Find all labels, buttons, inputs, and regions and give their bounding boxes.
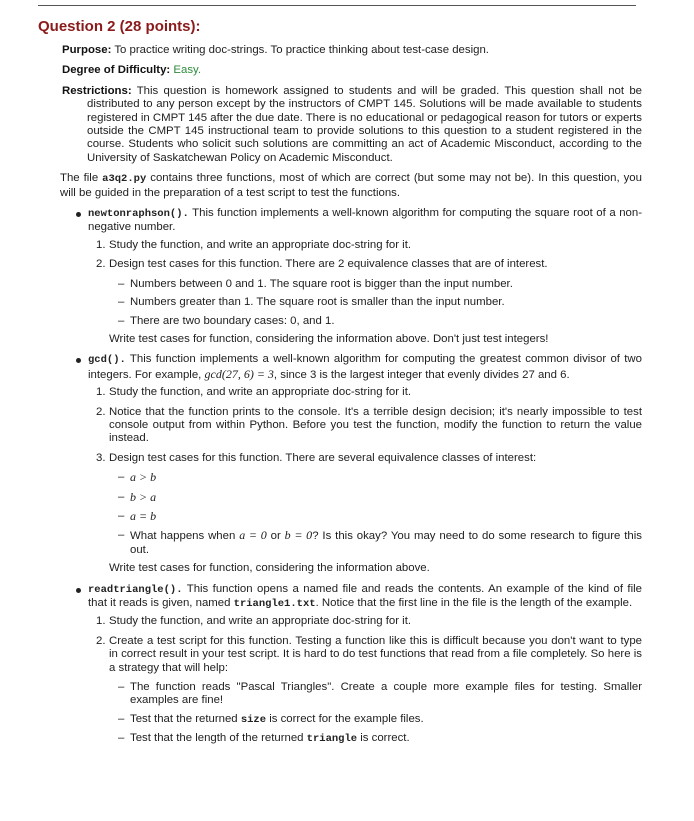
dash-mark: –	[118, 490, 125, 503]
dash-mark: –	[118, 509, 125, 522]
math-case: b > a	[130, 489, 157, 504]
dash-text: The function reads "Pascal Triangles". Create a couple more example files for testing. Smaller examples are fine!	[130, 681, 642, 707]
function-desc-end: . Notice that the first line in the file is the length of the example.	[315, 597, 633, 609]
function-desc: This function implements a well-known algorithm for computing the square root of a non-negative number.	[88, 207, 642, 234]
bullet-readtriangle	[62, 583, 642, 612]
step-text: Design test cases for this function. There are 2 equivalence classes that are of interest.	[109, 258, 548, 271]
bullet-dot	[76, 358, 81, 363]
step-item	[62, 452, 642, 465]
step-item	[62, 258, 642, 271]
question-body	[62, 44, 642, 752]
top-rule	[38, 5, 636, 6]
dash-item	[62, 278, 642, 291]
step-text: Notice that the function prints to the console. It's a terrible design decision; it's nearly impossible to test console output from within Python. Before you test the function, modify the function to return the value instead.	[109, 405, 642, 445]
dash-mark: –	[118, 732, 125, 745]
step-number: 2.	[96, 634, 106, 647]
dash-mark: –	[118, 314, 125, 327]
code-inline: triangle	[306, 733, 358, 746]
step-text: Create a test script for this function. Testing a function like this is difficult because you don't want to type in correct result in your test script. It is hard to do test functions that read from a file completely. So here is a strategy that will help:	[109, 634, 642, 674]
dash-item	[62, 315, 642, 328]
function-desc: This function implements a well-known algorithm for computing the greatest common divisor of two integers. For example,	[88, 353, 642, 381]
dash-item	[62, 491, 642, 505]
dash-text: ? Is this okay? You may need to do some research to figure this out.	[130, 530, 642, 556]
step-number: 1.	[96, 386, 106, 399]
math-inline: b = 0	[284, 528, 313, 543]
math-example: gcd(27, 6) = 3	[204, 366, 274, 381]
bullet-gcd	[62, 353, 642, 382]
dash-text: What happens when	[130, 530, 240, 543]
dash-item	[62, 732, 642, 746]
purpose-text: To practice writing doc-strings. To practice thinking about test-case design.	[114, 44, 489, 56]
dash-mark: –	[118, 471, 125, 484]
intro-post: contains three functions, most of which are correct (but some may not be). In this question, you will be guided in the preparation of a test script to test the functions.	[60, 172, 642, 199]
intro-pre: The file	[60, 172, 103, 185]
step-item	[62, 386, 642, 399]
dash-text: Numbers greater than 1. The square root is smaller than the input number.	[130, 296, 505, 309]
dash-text: Test that the returned	[130, 712, 241, 725]
math-case: a > b	[130, 470, 157, 485]
math-case: a = b	[130, 508, 157, 523]
step-number: 1.	[96, 238, 106, 251]
intro-filename: a3q2.py	[102, 173, 147, 186]
intro-paragraph	[60, 172, 642, 200]
function-name: readtriangle().	[88, 583, 183, 596]
math-inline: a = 0	[239, 528, 267, 543]
step-item	[62, 615, 642, 628]
dash-item	[62, 296, 642, 309]
difficulty-line	[62, 64, 642, 77]
dash-mark: –	[118, 712, 125, 725]
dash-text: Numbers between 0 and 1. The square root is bigger than the input number.	[130, 277, 513, 290]
bullet-dot	[76, 212, 81, 217]
dash-item	[62, 713, 642, 727]
dash-mark: –	[118, 529, 125, 542]
step-number: 1.	[96, 615, 106, 628]
note-text: Write test cases for function, considering the information above.	[109, 562, 430, 575]
purpose-line	[62, 44, 642, 57]
note-text: Write test cases for function, considering the information above. Don't just test integers!	[109, 332, 549, 345]
bullet-dot	[76, 588, 81, 593]
purpose-label: Purpose:	[62, 44, 112, 56]
restrictions-paragraph	[62, 85, 642, 165]
dash-text: Test that the length of the returned	[130, 732, 307, 745]
step-text: Design test cases for this function. There are several equivalence classes of interest:	[109, 451, 537, 464]
dash-item	[62, 681, 642, 708]
dash-mark: –	[118, 277, 125, 290]
dash-item	[62, 510, 642, 524]
function-name: gcd().	[88, 354, 126, 367]
step-number: 2.	[96, 258, 106, 271]
example-filename: triangle1.txt	[233, 598, 316, 610]
restrictions-label: Restrictions:	[62, 84, 132, 97]
dash-text: There are two boundary cases: 0, and 1.	[130, 314, 335, 327]
step-text: Study the function, and write an appropriate doc-string for it.	[109, 615, 412, 628]
dash-item	[62, 529, 642, 557]
step-item	[62, 635, 642, 675]
step-item	[62, 239, 642, 252]
dash-text: is correct.	[357, 732, 410, 745]
step-text: Study the function, and write an appropriate doc-string for it.	[109, 238, 412, 251]
function-desc-end: , since 3 is the largest integer that evenly divides 27 and 6.	[273, 368, 570, 381]
step-text: Study the function, and write an appropriate doc-string for it.	[109, 386, 412, 399]
step-number: 2.	[96, 405, 106, 418]
restrictions-text: This question is homework assigned to students and will be graded. This question shall not be distributed to any person except by the instructors of CMPT 145. Solutions will be made available to students registered in CMPT 145 after the due date. There is no educational or pedagogical reason for tutors or experts outside the CMPT 145 instructional team to provide solutions to this question to a student registered in the course. Students who solicit such solutions are committing an act of Academic Misconduct, according to the University of Saskatchewan Policy on Academic Misconduct.	[87, 84, 642, 164]
dash-item	[62, 471, 642, 485]
step-item	[62, 406, 642, 446]
dash-text: is correct for the example files.	[266, 712, 424, 725]
difficulty-value: Easy.	[173, 64, 202, 77]
bullet-newtonraphson	[62, 207, 642, 235]
function-name: newtonraphson().	[88, 208, 189, 221]
question-title: Question 2 (28 points):	[38, 18, 201, 35]
step-number: 3.	[96, 451, 106, 464]
code-inline: size	[240, 713, 267, 726]
dash-mark: –	[118, 296, 125, 309]
function-desc: This function opens a named file and reads the contents. An example of the kind of file that it reads is given, named	[88, 582, 642, 609]
dash-text: or	[266, 530, 285, 543]
dash-mark: –	[118, 681, 125, 694]
difficulty-label: Degree of Difficulty:	[62, 64, 171, 77]
